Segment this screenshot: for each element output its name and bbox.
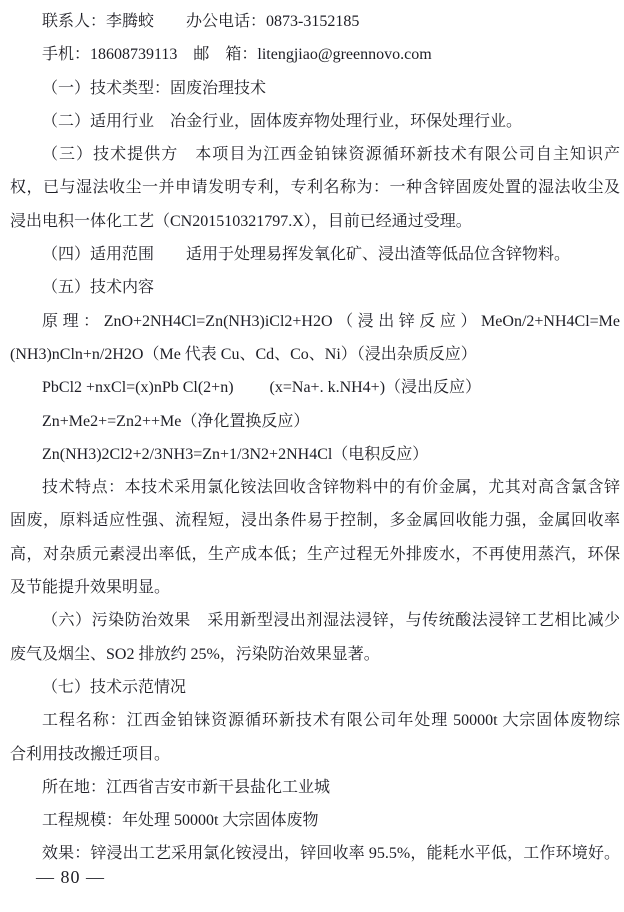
section-2-industries: （二）适用行业 冶金行业，固体废弃物处理行业，环保处理行业。 (42, 112, 523, 130)
section-5-heading: （五）技术内容 (42, 279, 155, 297)
section-6-pollution-line-2: 废气及烟尘、SO2 排放约 25%，污染防治效果显著。 (10, 645, 380, 663)
page-number-text: — 80 — (36, 867, 105, 887)
scale-line: 工程规模：年处理 50000t 大宗固体废物 (42, 812, 319, 830)
section-3-provider-line-2: 权，已与湿法收尘一并申请发明专利，专利名称为：一种含锌固废处置的湿法收尘及 (10, 179, 620, 197)
displacement-reaction-line: Zn+Me2+=Zn2++Me（净化置换反应） (42, 412, 310, 430)
document-body (10, 5, 620, 871)
section-1-tech-type: （一）技术类型：固废治理技术 (42, 79, 267, 97)
leach-reaction-line: PbCl2 +nxCl=(x)nPb Cl(2+n) (x=Na+. k.NH4+)（浸出反应） (42, 379, 482, 397)
principle-line-1: 原理：ZnO+2NH4Cl=Zn(NH3)iCl2+H2O（浸出锌反应）MeOn/2+NH4Cl=Me (42, 312, 620, 330)
tech-features-line-3: 高，对杂质元素浸出率低，生产成本低；生产过程无外排废水，不再使用蒸汽，环保 (10, 545, 620, 563)
section-3-provider-line-1: （三）技术提供方 本项目为江西金铂铼资源循环新技术有限公司自主知识产 (42, 146, 620, 164)
mobile-email-line: 手机：18608739113 邮 箱：litengjiao@greennovo.com (42, 46, 432, 64)
project-name-line-2: 合利用技改搬迁项目。 (10, 745, 171, 763)
contact-line: 联系人：李腾蛟 办公电话：0873-3152185 (42, 13, 360, 30)
tech-features-line-4: 及节能提升效果明显。 (10, 579, 171, 597)
section-4-scope: （四）适用范围 适用于处理易挥发氧化矿、浸出渣等低品位含锌物料。 (42, 246, 571, 264)
section-3-provider-line-3: 浸出电积一体化工艺（CN201510321797.X），目前已经通过受理。 (10, 212, 472, 230)
project-name-line-1: 工程名称：江西金铂铼资源循环新技术有限公司年处理 50000t 大宗固体废物综 (42, 712, 620, 730)
principle-line-2: (NH3)nCln+n/2H2O（Me 代表 Cu、Cd、Co、Ni）（浸出杂质反应） (10, 345, 477, 363)
tech-features-line-1: 技术特点：本技术采用氯化铵法回收含锌物料中的有价金属，尤其对高含氯含锌 (42, 479, 620, 497)
page-number (36, 867, 105, 888)
section-7-heading: （七）技术示范情况 (42, 678, 187, 696)
tech-features-line-2: 固废，原料适应性强、流程短，浸出条件易于控制，多金属回收能力强，金属回收率 (10, 512, 620, 530)
electrowinning-reaction-line: Zn(NH3)2Cl2+2/3NH3=Zn+1/3N2+2NH4Cl（电积反应） (42, 445, 429, 463)
effect-line: 效果：锌浸出工艺采用氯化铵浸出，锌回收率 95.5%，能耗水平低，工作环境好。 (42, 845, 620, 863)
location-line: 所在地：江西省吉安市新干县盐化工业城 (42, 778, 331, 796)
section-6-pollution-line-1: （六）污染防治效果 采用新型浸出剂湿法浸锌，与传统酸法浸锌工艺相比减少 (42, 612, 620, 630)
